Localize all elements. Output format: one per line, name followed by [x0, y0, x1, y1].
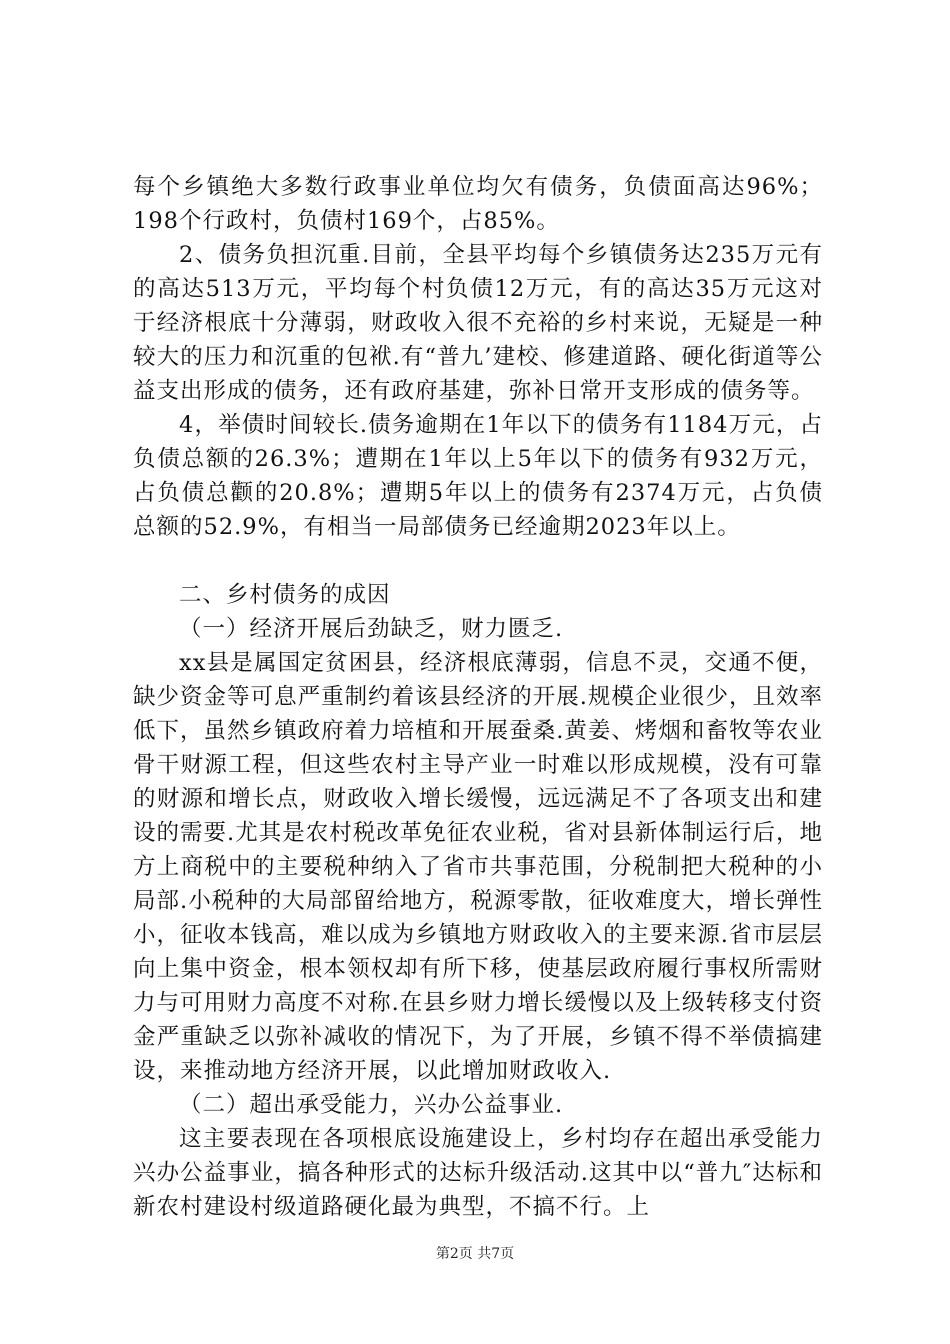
- subheading-economic-weakness: （一）经济开展后劲缺乏，财力匮乏.: [179, 616, 564, 642]
- document-body: [133, 170, 823, 1224]
- paragraph-public-projects: 这主要表现在各项根底设施建设上，乡村均存在超出承受能力兴办公益事业，搞各种形式的达标升级活动.这其中以“普九″达标和新农村建设村级道路硬化最为典型，不搞不行。上: [133, 1126, 823, 1220]
- section-gap: [133, 544, 823, 578]
- paragraph-debt-coverage: 每个乡镇绝大多数行政事业单位均欠有债务，负债面高达96%；198个行政村，负债村169个，占85%。: [133, 174, 823, 234]
- paragraph-heavy-burden: 2、债务负担沉重.目前，全县平均每个乡镇债务达235万元有的高达513万元，平均每个村负债12万元，有的高达35万元这对于经济根底十分薄弱，财政收入很不充裕的乡村来说，无疑是一种较大的压力和沉重的包袱.有“普九’建校、修建道路、硬化街道等公益支出形成的债务，还有政府基建，弥补日常开支形成的债务等。: [133, 242, 823, 404]
- paragraph-long-duration: 4，举债时间较长.债务逾期在1年以下的债务有1184万元，占负债总额的26.3%；遭期在1年以上5年以下的债务有932万元，占负债总颧的20.8%；遭期5年以上的债务有2374万元，占负债总额的52.9%，有相当一局部债务已经逾期2023年以上。: [133, 412, 823, 540]
- paragraph-economic-weakness: xx县是属国定贫困县，经济根底薄弱，信息不灵，交通不便，缺少资金等可息严重制约着该县经济的开展.规模企业很少，且效率低下，虽然乡镇政府着力培植和开展蚕桑.黄姜、烤烟和畜牧等农业骨干财源工程，但这些农村主导产业一时难以形成规模，没有可靠的财源和增长点，财政收入增长缓慢，远远满足不了各项支出和建设的需要.尤其是农村税改革免征农业税，省对县新体制运行后，地方上商税中的主要税种纳入了省市共事范围，分税制把大税种的小局部.小税种的大局部留给地方，税源零散，征收难度大，增长弹性小，征收本钱高，难以成为乡镇地方财政收入的主要来源.省市层层向上集中资金，根本领权却有所下移，使基层政府履行事权所需财力与可用财力高度不对称.在县乡财力增长缓慢以及上级转移支付资金严重缺乏以弥补减收的情况下，为了开展，乡镇不得不举债搞建设，来推动地方经济开展，以此增加财政收入.: [133, 650, 823, 1084]
- page-number: 第2页 共7页: [435, 1246, 515, 1262]
- section-heading-causes: 二、乡村债务的成因: [179, 582, 391, 608]
- page-footer: [0, 1244, 950, 1264]
- subheading-public-projects: （二）超出承受能力，兴办公益事业.: [179, 1092, 564, 1118]
